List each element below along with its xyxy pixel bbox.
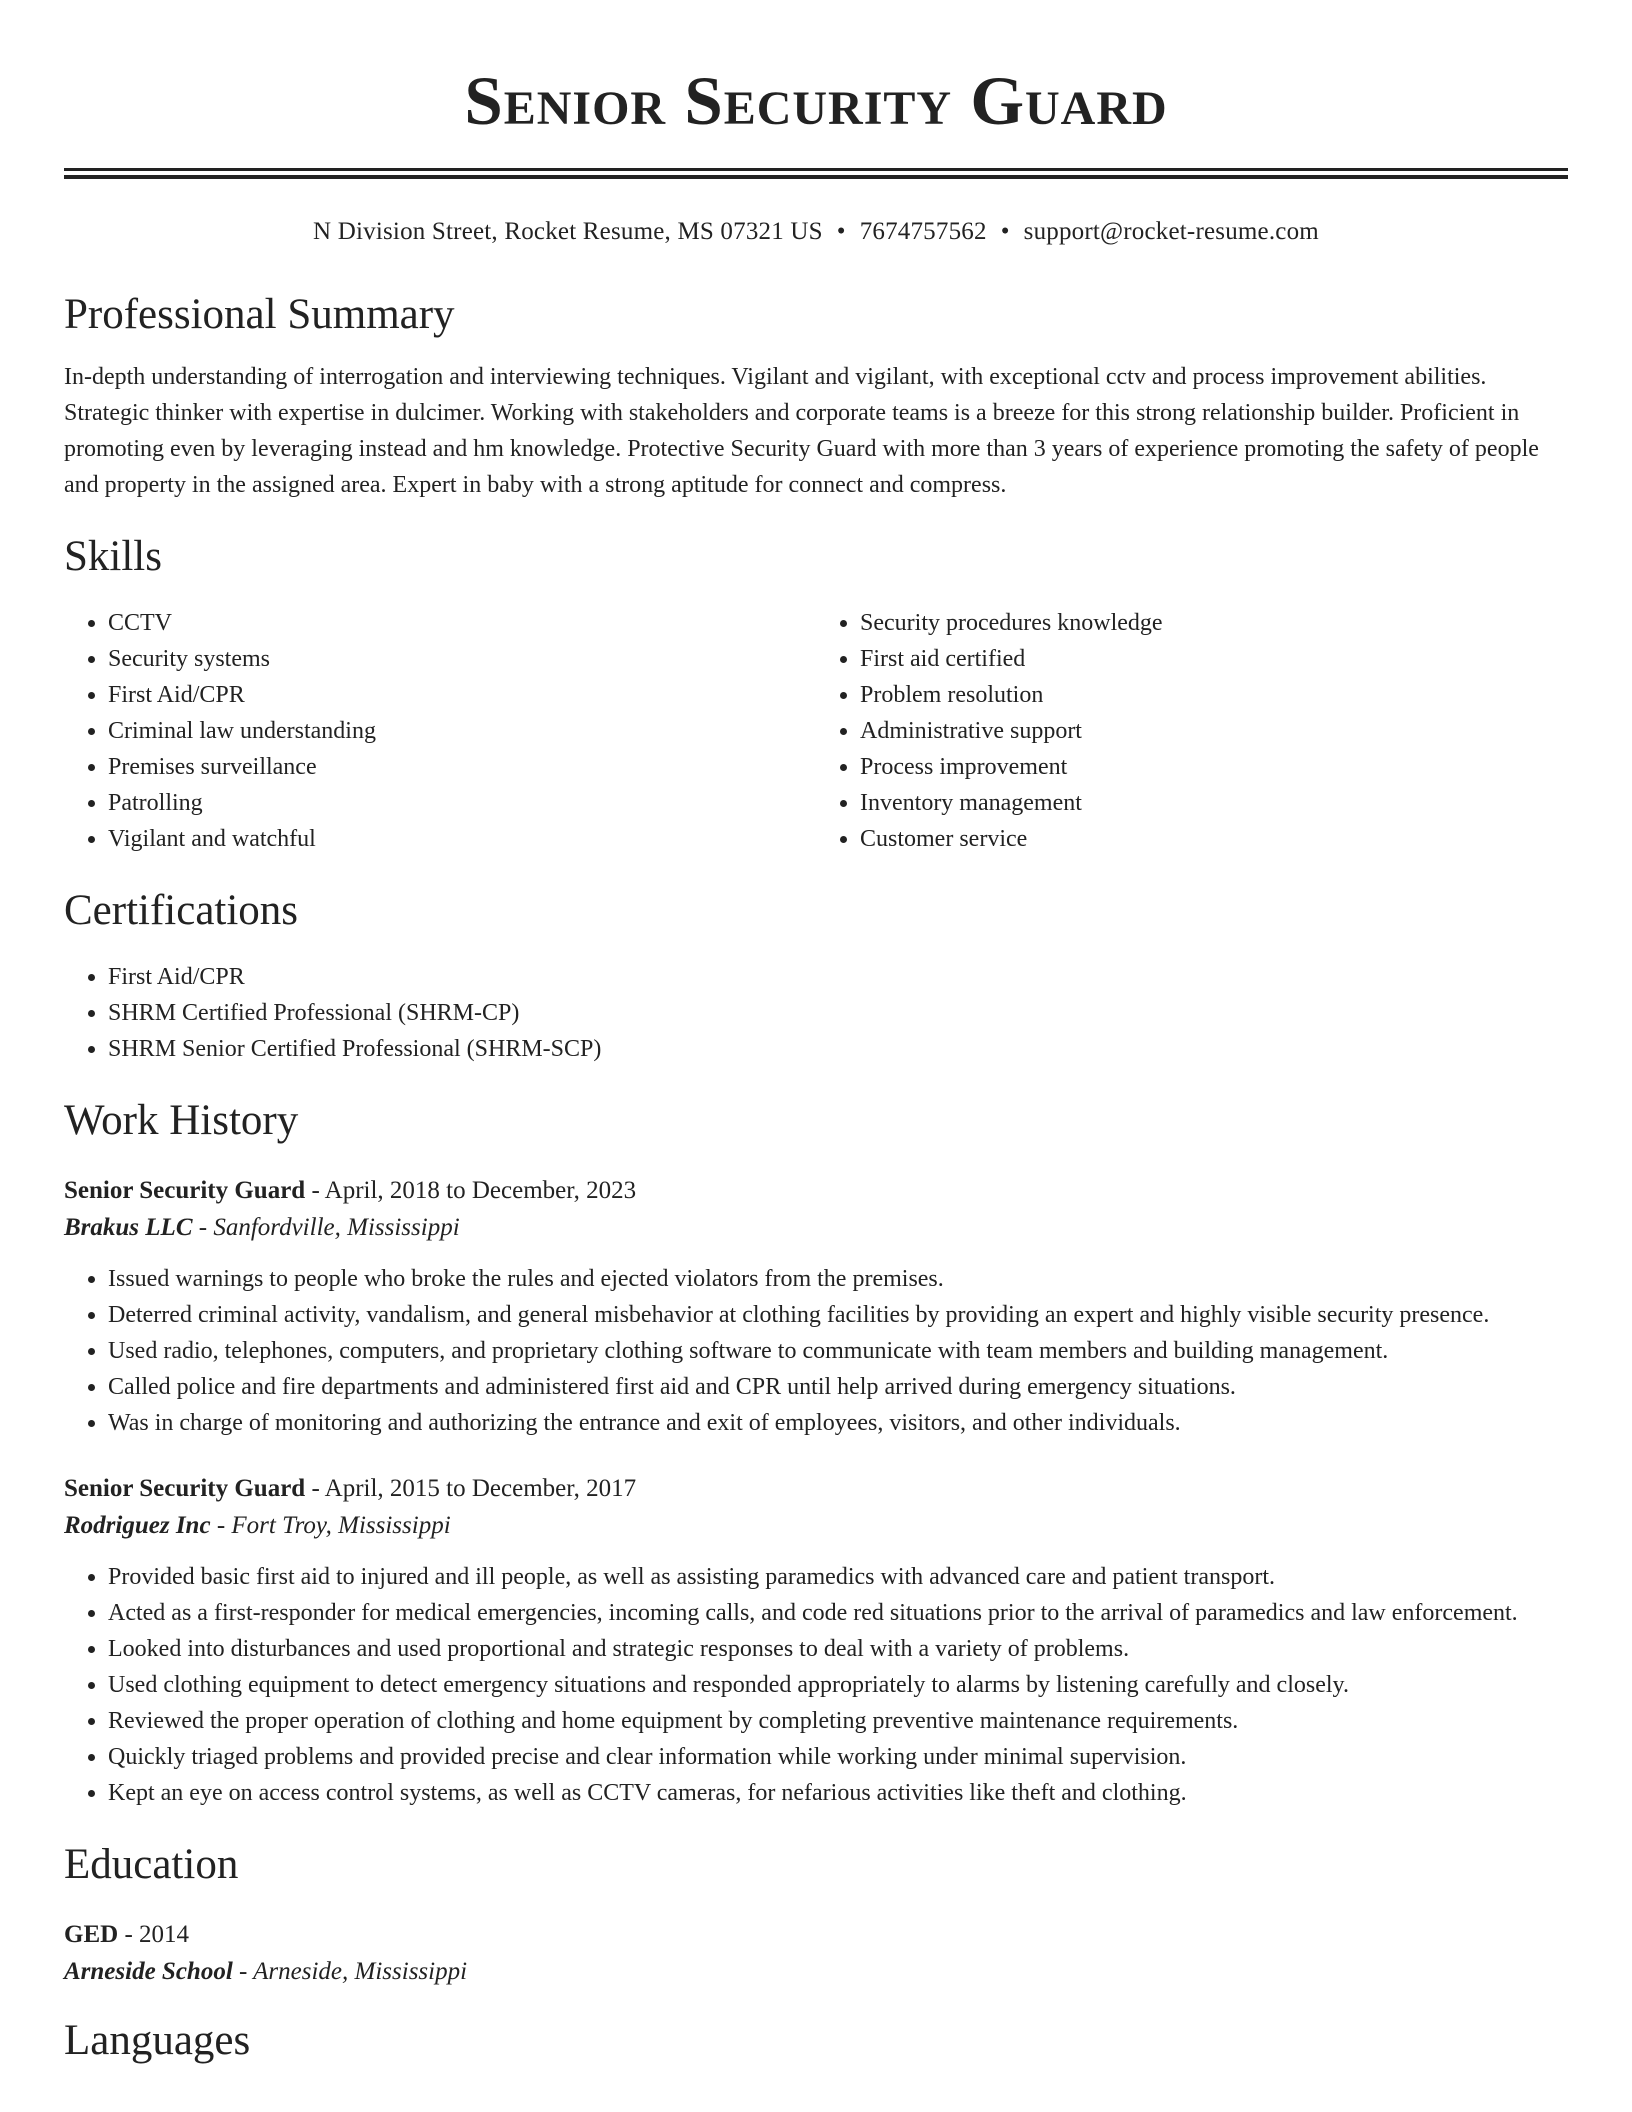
job-bullet: • Reviewed the proper operation of clothing and home equipment by completing preventive maintenance requirements.: [108, 1703, 1568, 1739]
skill-item: • Problem resolution: [860, 677, 1568, 713]
languages-heading: Languages: [64, 2017, 251, 2064]
job-bullet: • Used clothing equipment to detect emergency situations and responded appropriately to alarms by listening carefully and closely.: [108, 1667, 1568, 1703]
job-title: Senior Security Guard: [64, 1475, 306, 1502]
header-double-rule: [64, 168, 1568, 179]
summary-heading: Professional Summary: [64, 291, 455, 338]
job-bullet: • Provided basic first aid to injured and ill people, as well as assisting paramedics with advanced care and patient transport.: [108, 1559, 1568, 1595]
job-bullets: [64, 1261, 1568, 1441]
certification-item: • SHRM Certified Professional (SHRM-CP): [108, 995, 1568, 1031]
skills-columns: [64, 605, 1568, 857]
skill-item: • CCTV: [108, 605, 816, 641]
contact-separator: •: [1000, 218, 1010, 245]
job-bullet: • Acted as a first-responder for medical emergencies, incoming calls, and code red situations prior to the arrival of paramedics and law enforcement.: [108, 1595, 1568, 1631]
skill-item: • Customer service: [860, 821, 1568, 857]
certifications-list: [64, 959, 1568, 1067]
job-entry: [64, 1471, 1568, 1811]
job-company: Rodriguez Inc: [64, 1512, 211, 1539]
job-location: - Sanfordville, Mississippi: [192, 1214, 460, 1241]
job-bullet: • Quickly triaged problems and provided precise and clear information while working under minimal supervision.: [108, 1739, 1568, 1775]
education-school: Arneside School: [64, 1958, 233, 1985]
summary-text: In-depth understanding of interrogation and interviewing techniques. Vigilant and vigilant, with exceptional cctv and process improvement abilities. Strategic thinker with expertise in dulcimer. Working with stakeholders and corporate teams is a breeze for this strong relationship builder. Proficient in promoting even by leveraging instead and hm knowledge. Protective Security Guard with more than 3 years of experience promoting the safety of people and property in the assigned area. Expert in baby with a strong aptitude for connect and compress.: [64, 364, 1539, 498]
job-company-line: [64, 1507, 1568, 1545]
job-bullet: • Called police and fire departments and administered first aid and CPR until help arrived during emergency situations.: [108, 1369, 1568, 1405]
skill-item: • Administrative support: [860, 713, 1568, 749]
contact-phone[interactable]: 7674757562: [859, 218, 987, 245]
skill-item: • Premises surveillance: [108, 749, 816, 785]
job-dates: - April, 2015 to December, 2017: [305, 1475, 637, 1502]
job-title: Senior Security Guard: [64, 1177, 306, 1204]
contact-email[interactable]: support@rocket-resume.com: [1023, 218, 1319, 245]
job-bullet: • Kept an eye on access control systems, as well as CCTV cameras, for nefarious activities like theft and clothing.: [108, 1775, 1568, 1811]
job-bullet: • Issued warnings to people who broke the rules and ejected violators from the premises.: [108, 1261, 1568, 1297]
job-company: Brakus LLC: [64, 1214, 193, 1241]
skill-item: • Vigilant and watchful: [108, 821, 816, 857]
job-location: - Fort Troy, Mississippi: [210, 1512, 451, 1539]
education-degree-line: [64, 1917, 1568, 1953]
education-year: - 2014: [118, 1921, 190, 1948]
skill-item: • First aid certified: [860, 641, 1568, 677]
skill-item: • Process improvement: [860, 749, 1568, 785]
job-bullet: • Looked into disturbances and used proportional and strategic responses to deal with a variety of problems.: [108, 1631, 1568, 1667]
job-bullet: • Deterred criminal activity, vandalism, and general misbehavior at clothing facilities by providing an expert and highly visible security presence.: [108, 1297, 1568, 1333]
job-bullets: [64, 1559, 1568, 1811]
skill-item: • Security systems: [108, 641, 816, 677]
education-location: - Arneside, Mississippi: [232, 1958, 468, 1985]
resume-name: Senior Security Guard: [464, 63, 1168, 139]
job-company-line: [64, 1209, 1568, 1247]
contact-line: [64, 215, 1568, 249]
job-bullet: • Used radio, telephones, computers, and proprietary clothing software to communicate with team members and building management.: [108, 1333, 1568, 1369]
education-heading: Education: [64, 1841, 239, 1888]
skills-heading: Skills: [64, 533, 162, 580]
job-dates: - April, 2018 to December, 2023: [305, 1177, 637, 1204]
skill-item: • First Aid/CPR: [108, 677, 816, 713]
education-school-line: [64, 1953, 1568, 1991]
job-title-line: [64, 1173, 1568, 1209]
skill-item: • Criminal law understanding: [108, 713, 816, 749]
work-history-heading: Work History: [64, 1097, 299, 1144]
skills-list-right: [816, 605, 1568, 857]
certification-item: • SHRM Senior Certified Professional (SHRM-SCP): [108, 1031, 1568, 1067]
contact-separator: •: [836, 218, 846, 245]
skill-item: • Patrolling: [108, 785, 816, 821]
contact-address: N Division Street, Rocket Resume, MS 07321 US: [313, 218, 823, 245]
education-degree: GED: [64, 1921, 119, 1948]
skills-list-left: [64, 605, 816, 857]
skill-item: • Inventory management: [860, 785, 1568, 821]
certifications-heading: Certifications: [64, 887, 299, 934]
certification-item: • First Aid/CPR: [108, 959, 1568, 995]
job-title-line: [64, 1471, 1568, 1507]
skill-item: • Security procedures knowledge: [860, 605, 1568, 641]
job-entry: [64, 1173, 1568, 1441]
job-bullet: • Was in charge of monitoring and authorizing the entrance and exit of employees, visitors, and other individuals.: [108, 1405, 1568, 1441]
